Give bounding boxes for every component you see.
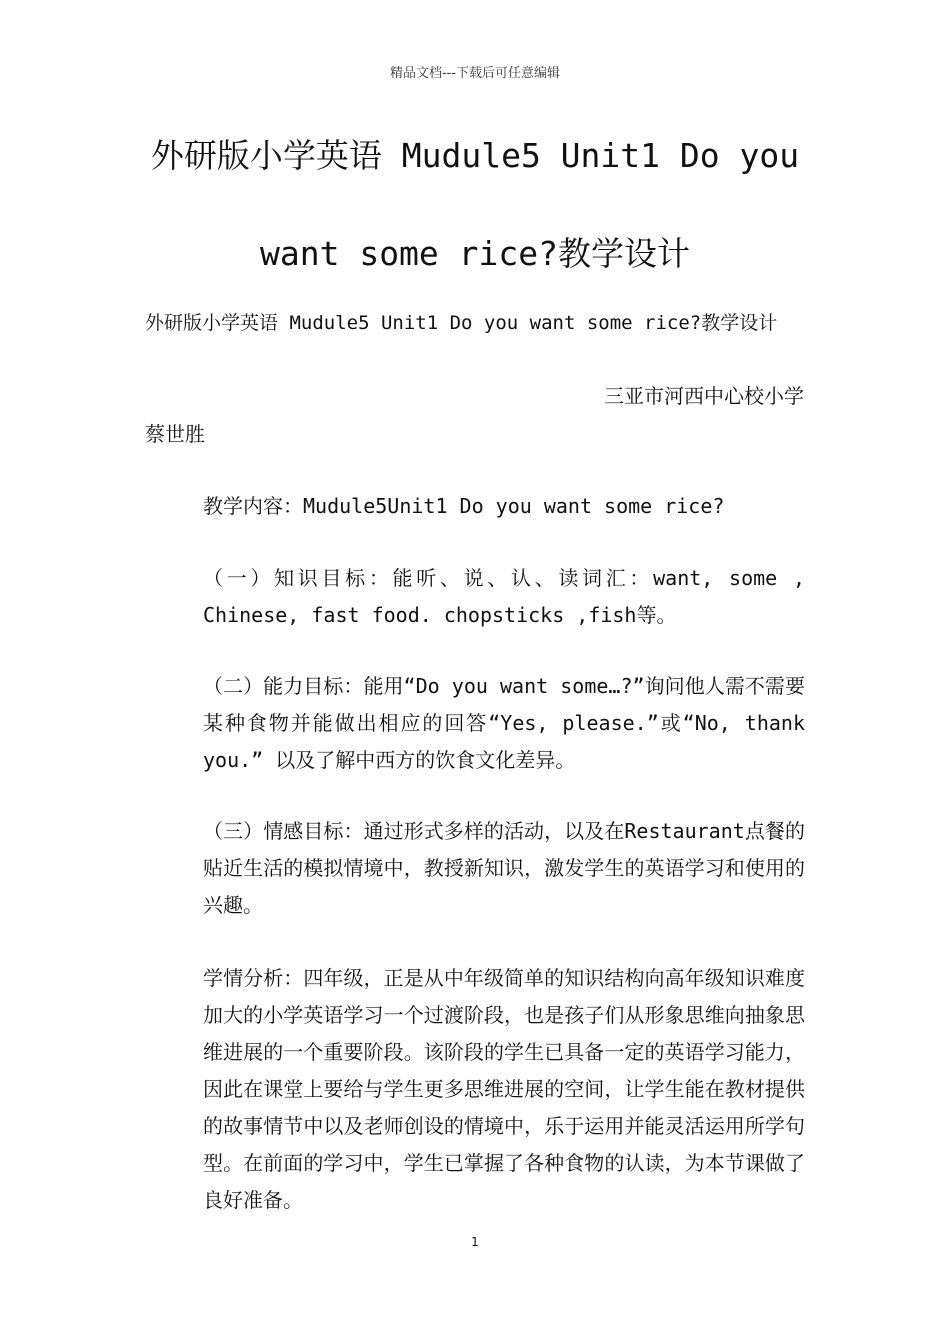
document-title-line-1: 外研版小学英语 Mudule5 Unit1 Do you	[150, 136, 800, 175]
ability-goal-text: （二）能力目标：能用“Do you want some…?”询问他人需不需要某种食物并能做出相应的回答“Yes, please.”或“No, thank you.” 以及了解中西方的饮食文化差异。	[203, 674, 805, 772]
teaching-content-text: 教学内容：Mudule5Unit1 Do you want some rice?	[203, 494, 725, 518]
school-name: 三亚市河西中心校小学	[604, 384, 804, 408]
learner-analysis-text: 学情分析：四年级，正是从中年级简单的知识结构向高年级知识难度加大的小学英语学习一个过渡阶段，也是孩子们从形象思维向抽象思维进展的一个重要阶段。该阶段的学生已具备一定的英语学习能力，因此在课堂上要给与学生更多思维进展的空间，让学生能在教材提供的故事情节中以及老师创设的情境中，乐于运用并能灵活运用所学句型。在前面的学习中，学生已掌握了各种食物的认读，为本节课做了良好准备。	[203, 966, 805, 1212]
document-title-line-2: want some rice?教学设计	[259, 234, 690, 273]
emotion-goal-text: （三）情感目标：通过形式多样的活动，以及在Restaurant点餐的贴近生活的模拟情境中，教授新知识，激发学生的英语学习和使用的兴趣。	[203, 819, 805, 917]
knowledge-goal-text: （一）知识目标：能听、说、认、读词汇：want, some , Chinese, fast food. chopsticks ,fish等。	[203, 566, 805, 627]
author-name: 蔡世胜	[145, 422, 205, 446]
ability-goal-paragraph	[145, 668, 805, 779]
teaching-content	[145, 488, 805, 525]
emotion-goal-paragraph	[145, 813, 805, 924]
page-number: 1	[471, 1235, 479, 1249]
document-subtitle: 外研版小学英语 Mudule5 Unit1 Do you want some rice?教学设计	[145, 312, 778, 334]
knowledge-goal-paragraph	[145, 560, 805, 634]
learner-analysis-paragraph	[145, 960, 805, 1219]
page-header: 精品文档---下载后可任意编辑	[389, 66, 561, 81]
